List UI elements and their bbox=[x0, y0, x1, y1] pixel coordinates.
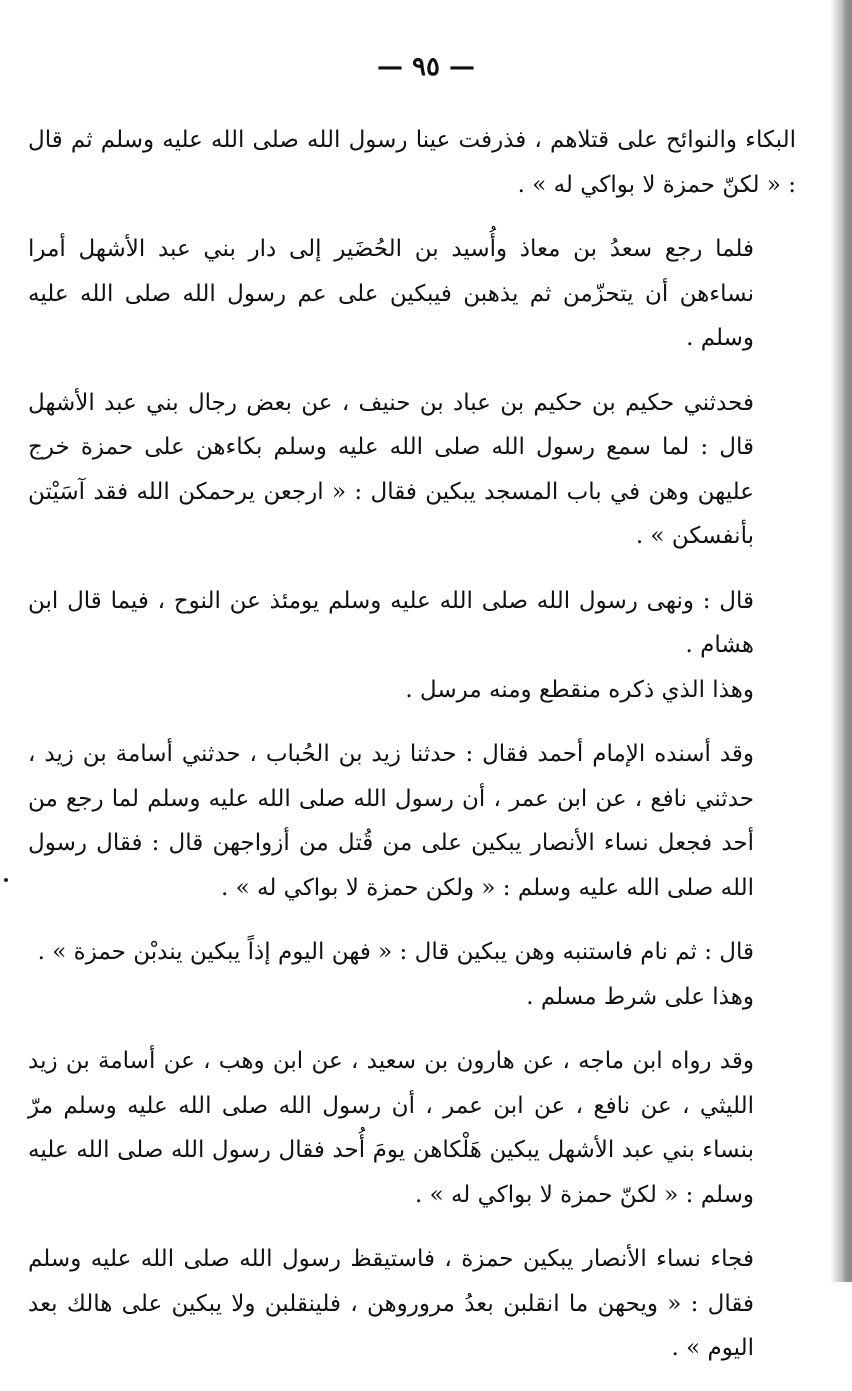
paragraph: قال : ثم نام فاستنبه وهن يبكين قال : « فهن اليوم إذاً يبكين يندبْن حمزة » . bbox=[37, 939, 754, 965]
paragraph: وقد أسنده الإمام أحمد فقال : حدثنا زيد بن الحُباب ، حدثني أسامة بن زيد ، حدثني نافع ، عن ابن عمر ، أن رسول الله صلى الله عليه وسلم لما رجع من أحد فجعل نساء الأنصار يبكين على من قُتل من أزواجهن قال : فقال رسول الله صلى الله عليه وسلم : « ولكن حمزة لا بواكي له » . bbox=[28, 741, 754, 901]
paragraph: فجاء نساء الأنصار يبكين حمزة ، فاستيقظ رسول الله صلى الله عليه وسلم فقال : « ويحهن ما انقلبن بعدُ مروروهن ، فلينقلبن ولا يبكين على هالك بعد اليوم » . bbox=[28, 1246, 754, 1361]
paragraph: وهذا الذي ذكره منقطع ومنه مرسل . bbox=[405, 676, 754, 703]
paragraph: قال : ونهى رسول الله صلى الله عليه وسلم يومئذ عن النوح ، فيما قال ابن هشام . bbox=[28, 587, 754, 658]
paragraph: فحدثني حكيم بن حكيم بن عباد بن حنيف ، عن بعض رجال بني عبد الأشهل قال : لما سمع رسول الله صلى الله عليه وسلم بكاءهن على حمزة خرج عليهن وهن في باب المسجد يبكين فقال : « ارجعن يرحمكن الله فقد آسَيْتن بأنفسكن » . bbox=[28, 389, 754, 549]
paragraph: وقد رواه ابن ماجه ، عن هارون بن سعيد ، عن ابن وهب ، عن أسامة بن زيد الليثي ، عن نافع ، عن ابن عمر ، أن رسول الله صلى الله عليه وسلم مرّ بنساء بني عبد الأشهل يبكين هَلْكاهن يومَ أُحد فقال رسول الله صلى الله عليه وسلم : « لكنّ حمزة لا بواكي له » . bbox=[28, 1048, 754, 1208]
page-number: — ٩٥ — bbox=[376, 52, 476, 82]
paragraph: فلما رجع سعدُ بن معاذ وأُسيد بن الحُضَير إلى دار بني عبد الأشهل أمرا نساءهن أن يتحزّمن ثم يذهبن فيبكين على عم رسول الله صلى الله عليه وسلم . bbox=[28, 236, 754, 351]
body-text bbox=[28, 118, 796, 1391]
paragraph: البكاء والنوائح على قتلاهم ، فذرفت عينا رسول الله صلى الله عليه وسلم ثم قال : « لكنّ حمزة لا بواكي له » . bbox=[28, 127, 796, 198]
ink-speck bbox=[4, 878, 8, 882]
paragraph: وهذا على شرط مسلم . bbox=[526, 983, 754, 1010]
page-edge-shadow bbox=[828, 0, 852, 1282]
